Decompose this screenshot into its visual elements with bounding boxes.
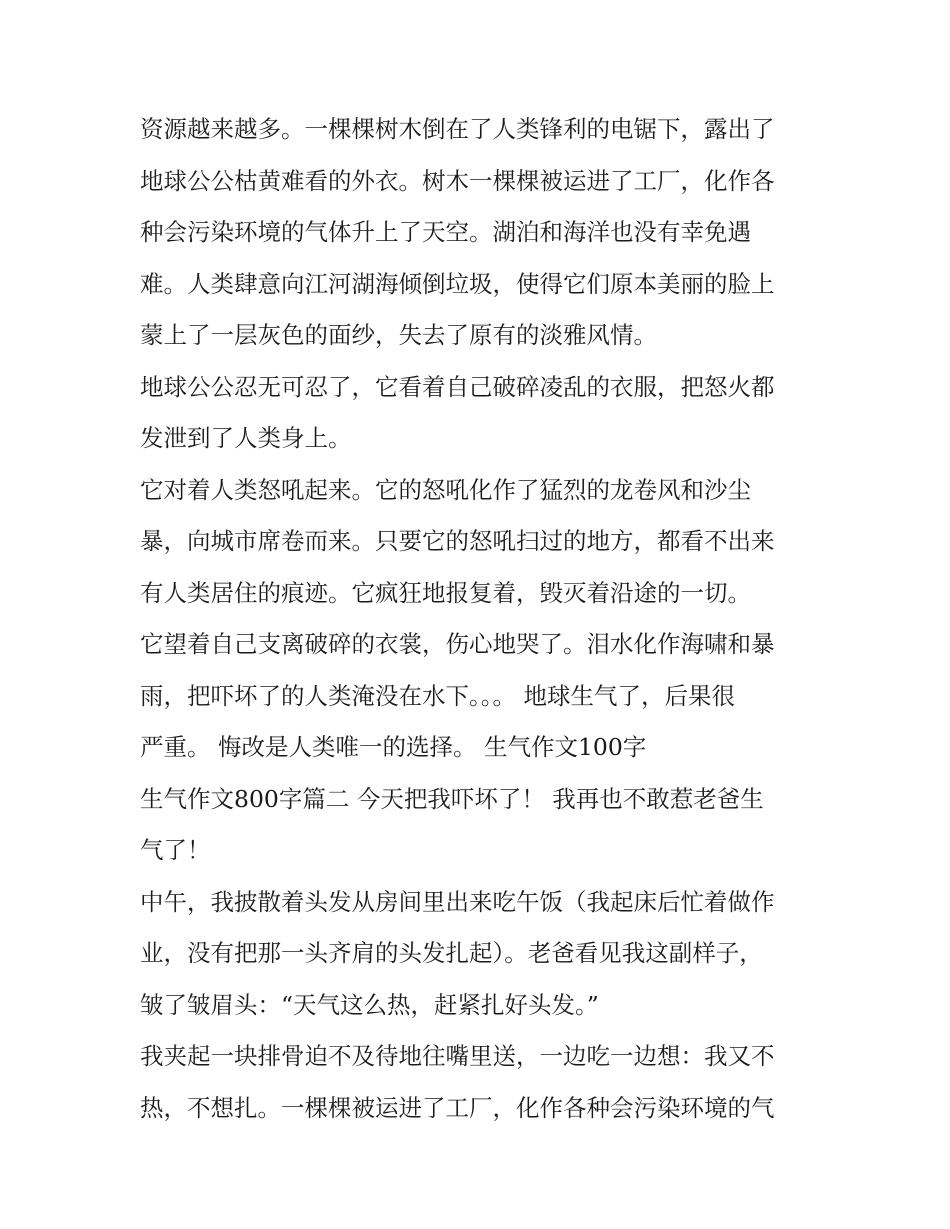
text-line: 皱了皱眉头：“天气这么热，赶紧扎好头发。”: [140, 990, 599, 1019]
text-line: 雨，把吓坏了的人类淹没在水下。。。 地球生气了，后果很: [140, 681, 735, 710]
text-line: 热，不想扎。一棵棵被运进了工厂，化作各种会污染环境的气: [140, 1093, 775, 1122]
text-line: 生气作文800字篇二 今天把我吓坏了！ 我再也不敢惹老爸生: [140, 784, 764, 813]
text-line: 难。人类肆意向江河湖海倾倒垃圾，使得它们原本美丽的脸上: [140, 269, 775, 298]
text-line: 蒙上了一层灰色的面纱，失去了原有的淡雅风情。: [140, 321, 657, 349]
text-line: 气了！: [140, 836, 211, 864]
text-line: 我夹起一块排骨迫不及待地往嘴里送，一边吃一边想：我又不: [140, 1042, 775, 1070]
text-line: 资源越来越多。一棵棵树木倒在了人类锋利的电锯下，露出了: [140, 115, 775, 143]
text-line: 种会污染环境的气体升上了天空。湖泊和海洋也没有幸免遇: [140, 218, 751, 246]
text-line: 中午，我披散着头发从房间里出来吃午饭（我起床后忙着做作: [140, 887, 775, 916]
text-line: 有人类居住的痕迹。它疯狂地报复着，毁灭着沿途的一切。: [140, 578, 751, 607]
text-line: 暴，向城市席卷而来。只要它的怒吼扫过的地方，都看不出来: [140, 527, 775, 555]
text-line: 它望着自己支离破碎的衣裳，伤心地哭了。泪水化作海啸和暴: [140, 630, 775, 658]
text-line: 业，没有把那一头齐肩的头发扎起）。老爸看见我这副样子，: [140, 939, 763, 967]
text-line: 地球公公枯黄难看的外衣。树木一棵棵被运进了工厂，化作各: [140, 166, 775, 195]
document-body: [140, 104, 820, 1134]
text-line: 发泄到了人类身上。: [140, 424, 352, 452]
text-line: 它对着人类怒吼起来。它的怒吼化作了猛烈的龙卷风和沙尘: [140, 475, 751, 504]
text-line: 地球公公忍无可忍了，它看着自己破碎凌乱的衣服，把怒火都: [140, 372, 775, 401]
text-line: 严重。 悔改是人类唯一的选择。 生气作文100字: [140, 733, 647, 761]
